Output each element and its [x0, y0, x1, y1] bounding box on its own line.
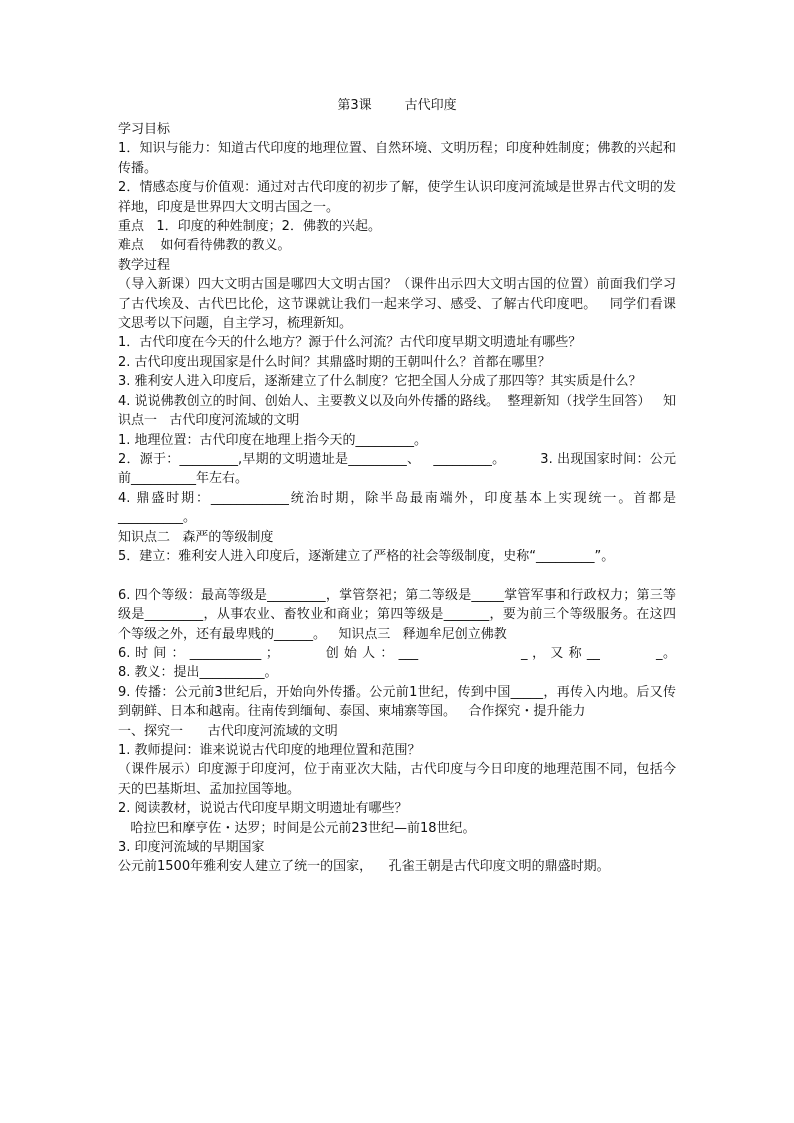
question-3: 3. 雅利安人进入印度后，逐渐建立了什么制度？它把全国人分成了那四等？其实质是什么？ — [118, 374, 642, 390]
spread-paragraph: 9. 传播：公元前3世纪后，开始向外传播。公元前1世纪，传到中国_____，再传入内地。后又传到朝鲜、日本和越南。往南传到缅甸、泰国、柬埔寨等国。 合作探究・提升能力 — [118, 684, 676, 720]
question-1: 1．古代印度在今天的什么地方？源于什么河流？古代印度早期文明遗址有哪些？ — [118, 335, 582, 351]
early-states-text: 公元前1500年雅利安人建立了统一的国家， 孔雀王朝是古代印度文明的鼎盛时期。 — [118, 859, 610, 875]
difficult-points: 难点 如何看待佛教的教义。 — [118, 238, 291, 254]
heading-learning-goals: 学习目标 — [118, 122, 171, 137]
lesson-title: 第3课 古代印度 — [337, 98, 457, 113]
intro-paragraph: （导入新课）四大文明古国是哪四大文明古国？（课件出示四大文明古国的位置）前面我们学习了古代埃及、古代巴比伦，这节课就让我们一起来学习、感受、了解古代印度吧。 同学们看课文思考以下问题，自主学习，梳理新知。 — [118, 277, 676, 332]
heading-explore-1: 一、探究一 古代印度河流域的文明 — [118, 723, 338, 739]
early-states-heading: 3. 印度河流域的早期国家 — [118, 840, 265, 856]
question-2: 2. 古代印度出现国家是什么时间？其鼎盛时期的王朝叫什么？首都在哪里？ — [118, 354, 551, 370]
blank-line — [118, 566, 676, 585]
key-points: 重点 1．印度的种姓制度；2．佛教的兴起。 — [118, 219, 381, 235]
reading-question: 2. 阅读教材，说说古代印度早期文明遗址有哪些？ — [118, 801, 408, 817]
goal-knowledge-ability: 1．知识与能力：知道古代印度的地理位置、自然环境、文明历程；印度种姓制度；佛教的兴起和传播。 — [118, 141, 676, 176]
fill-geography: 1. 地理位置：古代印度在地理上指今天的_________。 — [118, 432, 428, 448]
fill-establish: 5．建立：雅利安人进入印度后，逐渐建立了严格的社会等级制度，史称“_________”。 — [118, 548, 615, 564]
fill-time-founder: 6. 时 间 ： ___________ ； 创 始 人 ： ___ _ ， 又 称 __ _。 — [118, 645, 676, 661]
fill-four-classes: 6. 四个等级：最高等级是_________，掌管祭祀；第二等级是_____掌管军事和行政权力；第三等级是_________，从事农业、畜牧业和商业；第四等级是_______，要为前三个等级服务。在这四个等级之外，还有最卑贱的______。 知识点三 释迦牟尼创立佛教 — [118, 587, 676, 642]
courseware-display: （课件展示）印度源于印度河，位于南亚次大陆，古代印度与今日印度的地理范围不同，包括今天的巴基斯坦、孟加拉国等地。 — [118, 762, 676, 797]
heading-teaching-process: 教学过程 — [118, 257, 171, 273]
fill-origin: 2．源于：_________,早期的文明遗址是_________、 _________。 3. 出现国家时间：公元前__________年左右。 — [118, 451, 676, 487]
heading-knowledge-point-2: 知识点二 森严的等级制度 — [118, 529, 274, 545]
fill-doctrine: 8. 教义：提出__________。 — [118, 665, 278, 681]
sites-answer: 哈拉巴和摩亨佐・达罗；时间是公元前23世纪—前18世纪。 — [118, 820, 476, 836]
document-body — [118, 96, 676, 877]
goal-emotion-values: 2．情感态度与价值观：通过对古代印度的初步了解，使学生认识印度河流域是世界古代文明的发祥地，印度是世界四大文明古国之一。 — [118, 180, 676, 215]
teacher-question: 1. 教师提问：谁来说说古代印度的地理位置和范围？ — [118, 743, 421, 758]
question-4: 4. 说说佛教创立的时间、创始人、主要教义以及向外传播的路线。 整理新知（找学生回答） 知识点一 古代印度河流域的文明 — [118, 393, 676, 429]
fill-peak-period: 4. 鼎盛时期：____________统治时期，除半岛最南端外，印度基本上实现统一。首都是__________。 — [118, 490, 676, 526]
